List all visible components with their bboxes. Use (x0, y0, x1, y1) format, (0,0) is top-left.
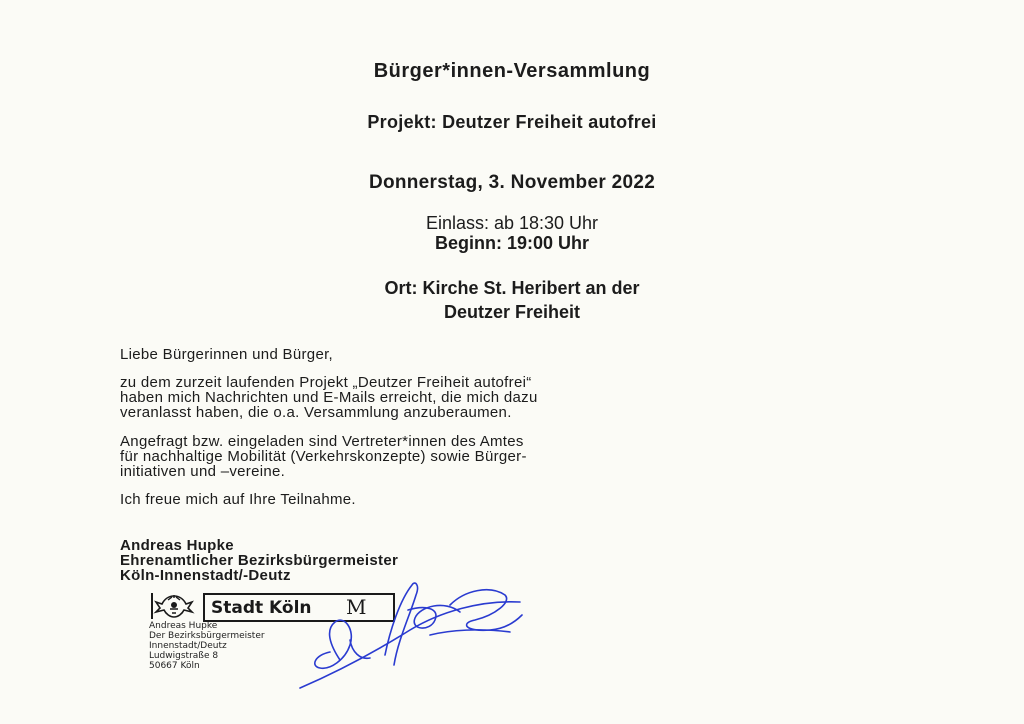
handwritten-signature-icon (290, 560, 540, 700)
paragraph-line: für nachhaltige Mobilität (Verkehrskonzepte) sowie Bürger- (120, 448, 527, 465)
document-title: Bürger*innen-Versammlung (373, 60, 651, 82)
stamp-address-line: Andreas Hupke (149, 621, 218, 631)
event-location-line-2: Deutzer Freiheit (443, 302, 581, 322)
event-location (0, 276, 1024, 324)
stamp-address (149, 621, 265, 671)
event-entry-time: Einlass: ab 18:30 Uhr (425, 213, 599, 233)
signer-district: Köln-Innenstadt/-Deutz (120, 567, 291, 584)
stamp-address-line: Der Bezirksbürgermeister (149, 631, 265, 641)
signer-name: Andreas Hupke (120, 537, 234, 554)
paragraph-line: initiativen und –vereine. (120, 463, 286, 480)
stamp-address-line: Innenstadt/Deutz (149, 641, 227, 651)
stamp-m-mark-icon: M (346, 595, 367, 619)
paragraph-line: Angefragt bzw. eingeladen sind Vertreter*innen des Amtes (120, 433, 524, 450)
paragraph-line: veranlasst haben, die o.a. Versammlung anzuberaumen. (120, 404, 512, 421)
letter-closing: Ich freue mich auf Ihre Teilnahme. (120, 491, 356, 508)
event-location-line-1: Ort: Kirche St. Heribert an der (384, 278, 640, 298)
letter-paragraph-1 (120, 375, 870, 420)
stamp-address-line: 50667 Köln (149, 661, 200, 671)
letter-salutation: Liebe Bürgerinnen und Bürger, (120, 346, 334, 363)
paragraph-line: haben mich Nachrichten und E-Mails erreicht, die mich dazu (120, 389, 538, 406)
signer-title: Ehrenamtlicher Bezirksbürgermeister (120, 552, 399, 569)
event-start-time: Beginn: 19:00 Uhr (434, 233, 590, 253)
letter-paragraph-2 (120, 434, 870, 479)
paragraph-line: zu dem zurzeit laufenden Projekt „Deutzer Freiheit autofrei“ (120, 374, 532, 391)
event-date: Donnerstag, 3. November 2022 (368, 172, 656, 193)
project-title: Projekt: Deutzer Freiheit autofrei (367, 112, 657, 132)
stamp-label: Stadt Köln (203, 593, 395, 622)
stamp-address-line: Ludwigstraße 8 (149, 651, 219, 661)
